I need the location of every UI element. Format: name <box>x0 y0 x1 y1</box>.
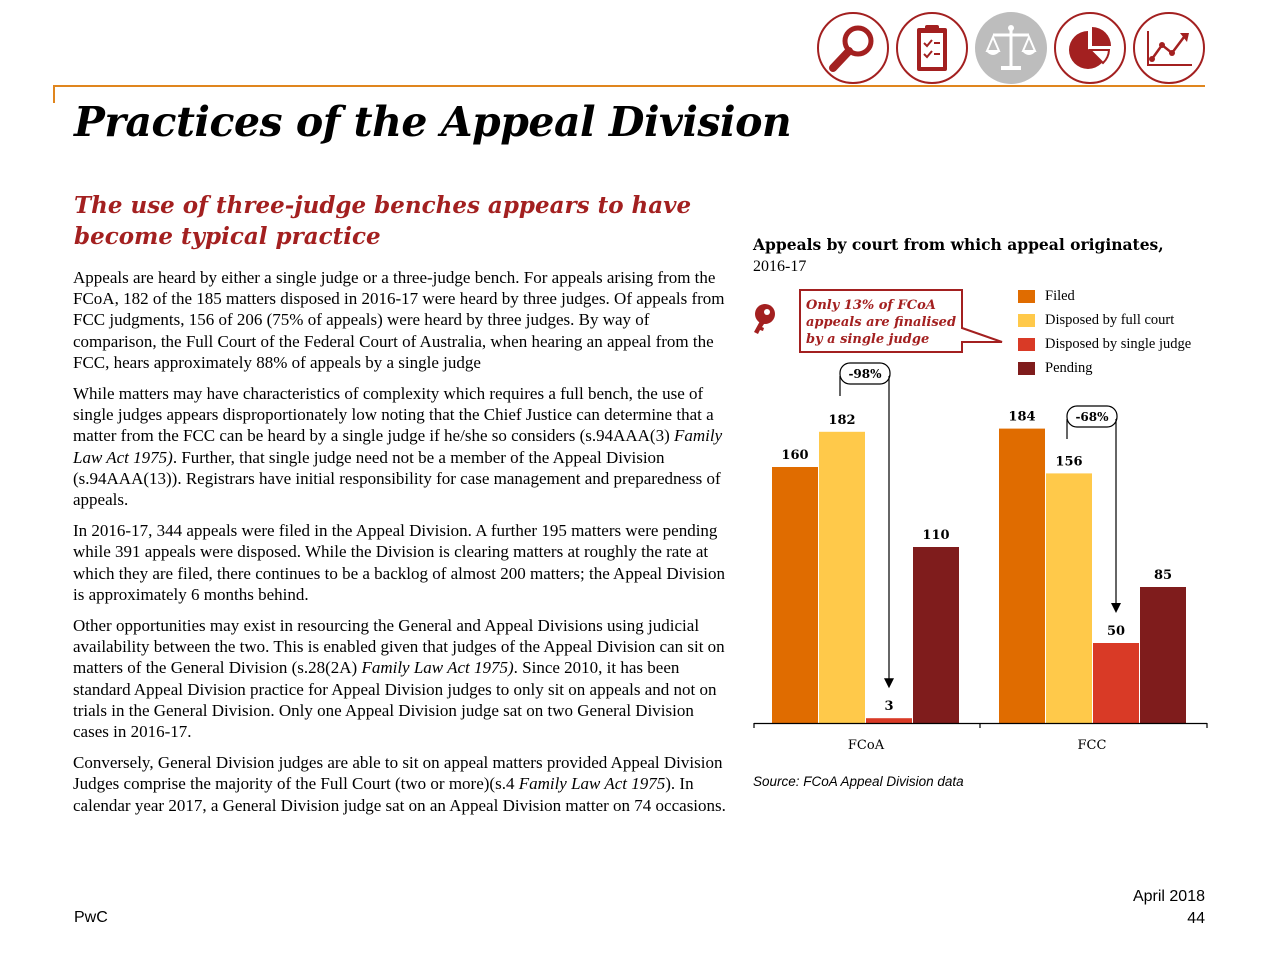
bar-chart <box>740 280 1220 770</box>
callout-box <box>800 290 1002 352</box>
value-label: 110 <box>922 528 950 543</box>
clipboard-checklist-icon[interactable] <box>895 11 969 85</box>
change-label: -68% <box>1075 410 1109 424</box>
change-arrow-head <box>1111 603 1121 613</box>
paragraph-3: In 2016-17, 344 appeals were filed in the Appeal Division. A further 195 matters were pending while 391 appeals were disposed. While the Division is clearing matters at roughly the rate at which they are filed, there continues to be a backlog of almost 200 matters; the Appeal Division is approximately 6 months behind. <box>73 521 725 604</box>
bar-fcc-disposed-by-single-judge <box>1093 643 1139 723</box>
value-label: 156 <box>1055 454 1083 470</box>
value-label: 85 <box>1153 568 1173 583</box>
callout-text-line-2: appeals are finalised <box>806 315 957 330</box>
value-label: 182 <box>828 412 856 428</box>
header-rule <box>54 85 1205 87</box>
chart-title-main: Appeals by court from which appeal originates, <box>753 235 1164 254</box>
x-axis <box>754 723 1207 753</box>
section-nav <box>816 11 1206 85</box>
change-arrow-head <box>884 678 894 688</box>
legend-label-disposed-single-judge: Disposed by single judge <box>1045 335 1192 352</box>
key-icon <box>754 304 775 334</box>
paragraph-5: Conversely, General Division judges are able to sit on appeal matters provided Appeal Division Judges comprise the majority of the Full Court (two or more)(s.4 Family Law Act 1975). In calendar year 2017, a General Division judge sat on an Appeal Division matter on 74 occasions. <box>73 753 726 815</box>
footer-brand: PwC <box>74 909 108 926</box>
legend-label-disposed-full-court: Disposed by full court <box>1045 311 1175 328</box>
callout-text-line-1: Only 13% of FCoA <box>806 298 936 313</box>
category-label: FCoA <box>847 738 885 753</box>
paragraph-2: While matters may have characteristics of complexity which requires a full bench, the use of single judges appears disproportionately low noting that the Chief Justice can determine that a matter from the FCC can be heard by a single judge if he/she so considers (s.94AAA(3) Family Law Act 1975). Further, that single judge need not be a member of the Appeal Division (s.94AAA(13)). Registrars have initial responsibility for case management and preparedness of appeals. <box>73 384 723 510</box>
chart-title-period: 2016-17 <box>753 258 807 275</box>
page-title: Practices of the Appeal Division <box>74 98 792 146</box>
category-label: FCC <box>1077 738 1107 753</box>
body-text <box>73 267 733 826</box>
footer-date: April 2018 <box>1132 888 1205 905</box>
legend-label-pending: Pending <box>1045 359 1093 376</box>
bar-fcoa-disposed-by-single-judge <box>866 718 912 723</box>
chart-title <box>753 234 1203 278</box>
section-subtitle: The use of three-judge benches appears to have become typical practice <box>74 192 692 250</box>
bar-fcc-disposed-by-full-court <box>1046 473 1092 723</box>
value-label: 184 <box>1008 409 1036 425</box>
bar-fcc-filed <box>999 429 1045 723</box>
paragraph-1: Appeals are heard by either a single judge or a three-judge bench. For appeals arising from the FCoA, 182 of the 185 matters disposed in 2016-17 were heard by three judges. Of appeals from FCC judgments, 156 of 206 (75% of appeals) were heard by three judges. By way of comparison, the Full Court of the Federal Court of Australia, when hearing an appeal from the FCC, hears approximately 88% of appeals by a single judge <box>73 268 725 372</box>
bar-fcoa-filed <box>772 467 818 723</box>
bars-group <box>772 429 1186 723</box>
bar-fcoa-disposed-by-full-court <box>819 432 865 723</box>
header-rule-corner <box>53 85 55 103</box>
value-label: 50 <box>1106 624 1126 639</box>
legend-label-filed: Filed <box>1045 287 1075 304</box>
change-label: -98% <box>848 367 882 381</box>
footer-meta <box>1133 886 1205 930</box>
page-number: 44 <box>1187 910 1205 927</box>
bar-fcoa-pending <box>913 547 959 723</box>
value-label: 3 <box>884 699 894 715</box>
pie-chart-icon[interactable] <box>1053 11 1127 85</box>
value-label: 160 <box>781 448 809 463</box>
magnifier-icon[interactable] <box>816 11 890 85</box>
chart-source: Source: FCoA Appeal Division data <box>753 774 964 789</box>
callout-text-line-3: by a single judge <box>806 332 930 347</box>
scales-of-justice-icon[interactable] <box>974 11 1048 85</box>
bar-fcc-pending <box>1140 587 1186 723</box>
line-chart-icon[interactable] <box>1132 11 1206 85</box>
paragraph-4: Other opportunities may exist in resourcing the General and Appeal Divisions using judicial availability between the two. This is enabled given that judges of the Appeal Division can sit on matters of the General Division (s.28(2A) Family Law Act 1975). Since 2010, it has been standard Appeal Division practice for Appeal Division judges to only sit on appeals and not on trials in the General Division. Only one Appeal Division judge sat on two General Division cases in 2016-17. <box>73 616 725 742</box>
